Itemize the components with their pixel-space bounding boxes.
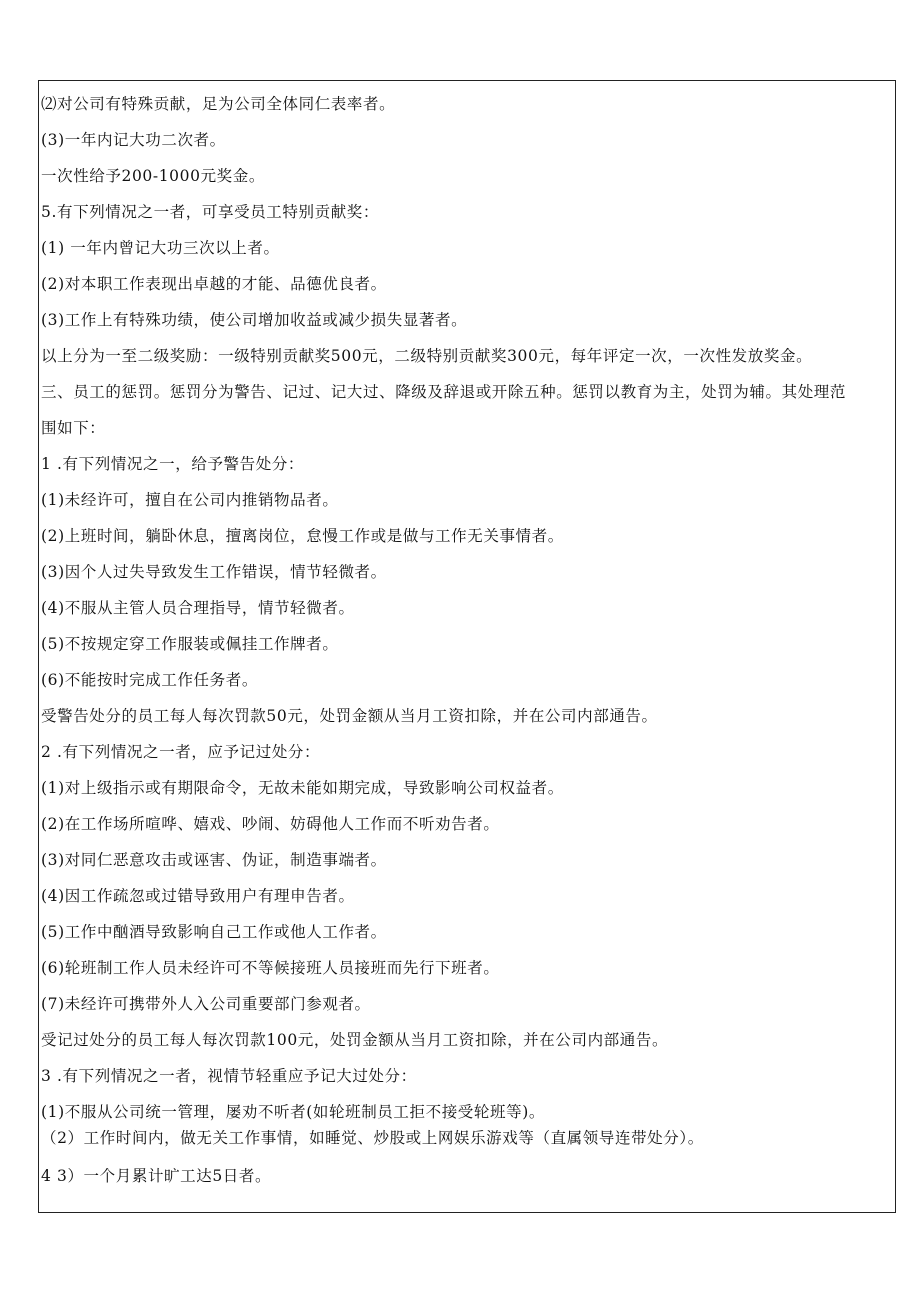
text-line: (2)对本职工作表现出卓越的才能、品德优良者。 bbox=[41, 275, 387, 293]
text-line: 5.有下列情况之一者，可享受员工特别贡献奖： bbox=[41, 203, 379, 221]
text-line: (2)上班时间，躺卧休息，擅离岗位，怠慢工作或是做与工作无关事情者。 bbox=[41, 527, 564, 545]
text-line: 受警告处分的员工每人每次罚款50元，处罚金额从当月工资扣除，并在公司内部通告。 bbox=[41, 707, 658, 725]
text-line: (1)对上级指示或有期限命令，无故未能如期完成，导致影响公司权益者。 bbox=[41, 779, 564, 797]
text-line: 1 .有下列情况之一，给予警告处分： bbox=[41, 455, 305, 473]
text-line: (5)工作中酗酒导致影响自己工作或他人工作者。 bbox=[41, 923, 387, 941]
text-line: (5)不按规定穿工作服装或佩挂工作牌者。 bbox=[41, 635, 339, 653]
document-frame bbox=[38, 80, 896, 1213]
text-line: 4 3）一个月累计旷工达5日者。 bbox=[41, 1167, 272, 1185]
text-line: 以上分为一至二级奖励：一级特别贡献奖500元，二级特别贡献奖300元，每年评定一次，一次性发放奖金。 bbox=[41, 347, 813, 365]
text-line: 三、员工的惩罚。惩罚分为警告、记过、记大过、降级及辞退或开除五种。惩罚以教育为主，处罚为辅。其处理范 bbox=[41, 383, 847, 401]
text-line: 围如下： bbox=[41, 419, 106, 437]
text-line: 受记过处分的员工每人每次罚款100元，处罚金额从当月工资扣除，并在公司内部通告。 bbox=[41, 1031, 669, 1049]
text-line: (4)因工作疏忽或过错导致用户有理申告者。 bbox=[41, 887, 355, 905]
text-line: (3)因个人过失导致发生工作错误，情节轻微者。 bbox=[41, 563, 387, 581]
text-line: （2）工作时间内，做无关工作事情，如睡觉、炒股或上网娱乐游戏等（直属领导连带处分）。 bbox=[41, 1129, 704, 1147]
text-line: (3)对同仁恶意攻击或诬害、伪证，制造事端者。 bbox=[41, 851, 387, 869]
text-line: (7)未经许可携带外人入公司重要部门参观者。 bbox=[41, 995, 371, 1013]
text-line: 2 .有下列情况之一者，应予记过处分： bbox=[41, 743, 321, 761]
text-line: 一次性给予200-1000元奖金。 bbox=[41, 167, 265, 185]
text-line: (3)一年内记大功二次者。 bbox=[41, 131, 226, 149]
text-line: (6)轮班制工作人员未经许可不等候接班人员接班而先行下班者。 bbox=[41, 959, 500, 977]
text-line: (1)不服从公司统一管理，屡劝不听者(如轮班制员工拒不接受轮班等)。 bbox=[41, 1103, 545, 1121]
text-line: (3)工作上有特殊功绩，使公司增加收益或减少损失显著者。 bbox=[41, 311, 468, 329]
text-line: 3 .有下列情况之一者，视情节轻重应予记大过处分： bbox=[41, 1067, 417, 1085]
text-line: (4)不服从主管人员合理指导，情节轻微者。 bbox=[41, 599, 355, 617]
text-line: (1)未经许可，擅自在公司内推销物品者。 bbox=[41, 491, 339, 509]
text-line: ⑵对公司有特殊贡献，足为公司全体同仁表率者。 bbox=[41, 95, 396, 113]
text-line: (2)在工作场所喧哗、嬉戏、吵闹、妨碍他人工作而不听劝告者。 bbox=[41, 815, 500, 833]
text-line: (6)不能按时完成工作任务者。 bbox=[41, 671, 258, 689]
text-line: (1) 一年内曾记大功三次以上者。 bbox=[41, 239, 280, 257]
